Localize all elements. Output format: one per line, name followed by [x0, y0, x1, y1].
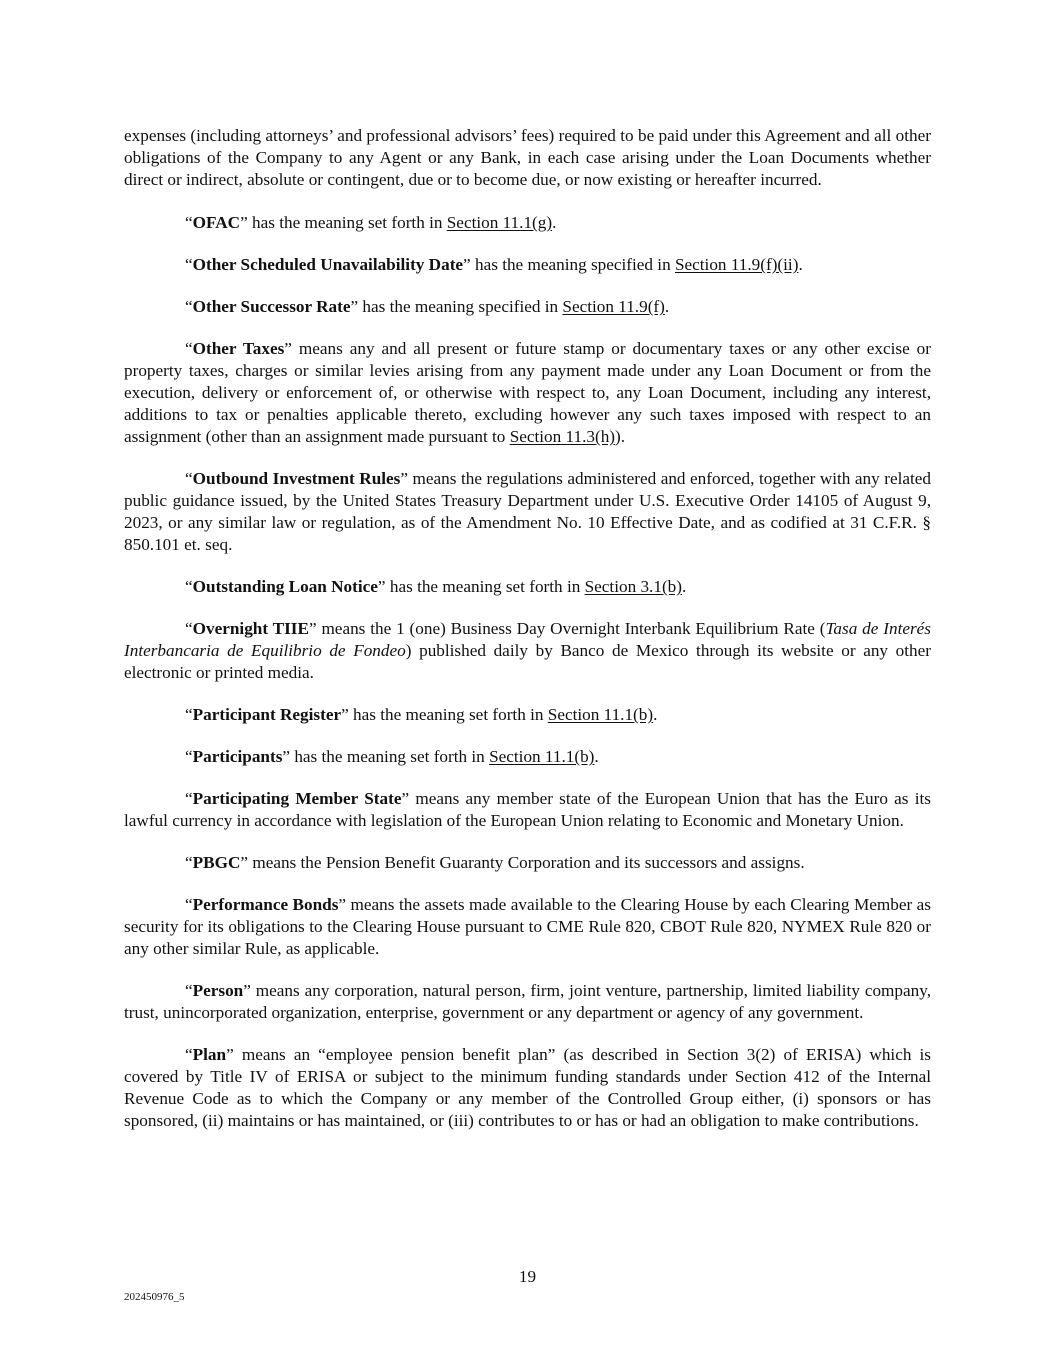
- definition-participants: “Participants” has the meaning set forth in Section 11.1(b).: [185, 747, 599, 766]
- page-content: [124, 125, 931, 1152]
- defined-term: Outstanding Loan Notice: [192, 577, 378, 596]
- defined-term: Outbound Investment Rules: [192, 469, 401, 488]
- definition-person: “Person” means any corporation, natural person, firm, joint venture, partnership, limited liability company, trust, unincorporated organization, enterprise, government or any department or agency of any government.: [124, 981, 931, 1022]
- definition-other-successor-rate: “Other Successor Rate” has the meaning specified in Section 11.9(f).: [185, 297, 670, 316]
- definition-pbgc: “PBGC” means the Pension Benefit Guaranty Corporation and its successors and assigns.: [185, 853, 805, 872]
- definition-other-scheduled-unavailability-date: “Other Scheduled Unavailability Date” has the meaning specified in Section 11.9(f)(ii).: [185, 255, 803, 274]
- defined-term: Other Taxes: [192, 339, 285, 358]
- definition-ofac: “OFAC” has the meaning set forth in Section 11.1(g).: [185, 213, 557, 232]
- definition-performance-bonds: “Performance Bonds” means the assets made available to the Clearing House by each Clearing Member as security for its obligations to the Clearing House pursuant to CME Rule 820, CBOT Rule 820, NYMEX Rule 820 or any other similar Rule, as applicable.: [124, 895, 931, 958]
- section-reference: Section 11.3(h): [509, 427, 616, 446]
- defined-term: Participants: [192, 747, 283, 766]
- page-number: 19: [518, 1267, 537, 1286]
- defined-term: Participant Register: [192, 705, 342, 724]
- document-id: 202450976_5: [124, 1291, 185, 1303]
- defined-term: OFAC: [192, 213, 241, 232]
- section-reference: Section 11.1(b): [489, 747, 595, 766]
- spanish-name: Tasa de Interés Interbancaria de Equilibrio de Fondeo: [124, 619, 931, 660]
- defined-term: Performance Bonds: [192, 895, 339, 914]
- defined-term: Person: [192, 981, 244, 1000]
- section-reference: Section 11.1(g): [446, 213, 553, 232]
- defined-term: Plan: [192, 1045, 227, 1064]
- continuation-paragraph: expenses (including attorneys’ and professional advisors’ fees) required to be paid under this Agreement and all other obligations of the Company to any Agent or any Bank, in each case arising under the Loan Documents whether direct or indirect, absolute or contingent, due or to become due, or now existing or hereafter incurred.: [124, 126, 931, 189]
- defined-term: Other Scheduled Unavailability Date: [192, 255, 464, 274]
- defined-term: PBGC: [192, 853, 241, 872]
- definition-plan: “Plan” means an “employee pension benefit plan” (as described in Section 3(2) of ERISA) which is covered by Title IV of ERISA or subject to the minimum funding standards under Section 412 of the Internal Revenue Code as to which the Company or any member of the Controlled Group either, (i) sponsors or has sponsored, (ii) maintains or has maintained, or (iii) contributes to or has or had an obligation to make contributions.: [124, 1045, 931, 1130]
- definition-outbound-investment-rules: “Outbound Investment Rules” means the regulations administered and enforced, together with any related public guidance issued, by the United States Treasury Department under U.S. Executive Order 14105 of August 9, 2023, or any similar law or regulation, as of the Amendment No. 10 Effective Date, and as codified at 31 C.F.R. § 850.101 et. seq.: [124, 469, 932, 554]
- defined-term: Participating Member State: [192, 789, 402, 808]
- section-reference: Section 11.1(b): [547, 705, 654, 724]
- definition-outstanding-loan-notice: “Outstanding Loan Notice” has the meaning set forth in Section 3.1(b).: [185, 577, 687, 596]
- section-reference: Section 3.1(b): [584, 577, 682, 596]
- section-reference: Section 11.9(f): [562, 297, 665, 316]
- definition-participating-member-state: “Participating Member State” means any member state of the European Union that has the Euro as its lawful currency in accordance with legislation of the European Union relating to Economic and Monetary Union.: [124, 789, 931, 830]
- defined-term: Overnight TIIE: [192, 619, 309, 638]
- definition-participant-register: “Participant Register” has the meaning set forth in Section 11.1(b).: [185, 705, 658, 724]
- definition-other-taxes: “Other Taxes” means any and all present or future stamp or documentary taxes or any other excise or property taxes, charges or similar levies arising from any payment made under any Loan Document or from the execution, delivery or enforcement of, or otherwise with respect to, any Loan Document, including any interest, additions to tax or penalties applicable thereto, excluding however any such taxes imposed with respect to an assignment (other than an assignment made pursuant to Section 11.3(h)).: [124, 339, 931, 446]
- defined-term: Other Successor Rate: [192, 297, 351, 316]
- definition-overnight-tiie: “Overnight TIIE” means the 1 (one) Business Day Overnight Interbank Equilibrium Rate (Tasa de Interés Interbancaria de Equilibrio de Fondeo) published daily by Banco de Mexico through its website or any other electronic or printed media.: [124, 619, 931, 682]
- section-reference: Section 11.9(f)(ii): [674, 255, 799, 274]
